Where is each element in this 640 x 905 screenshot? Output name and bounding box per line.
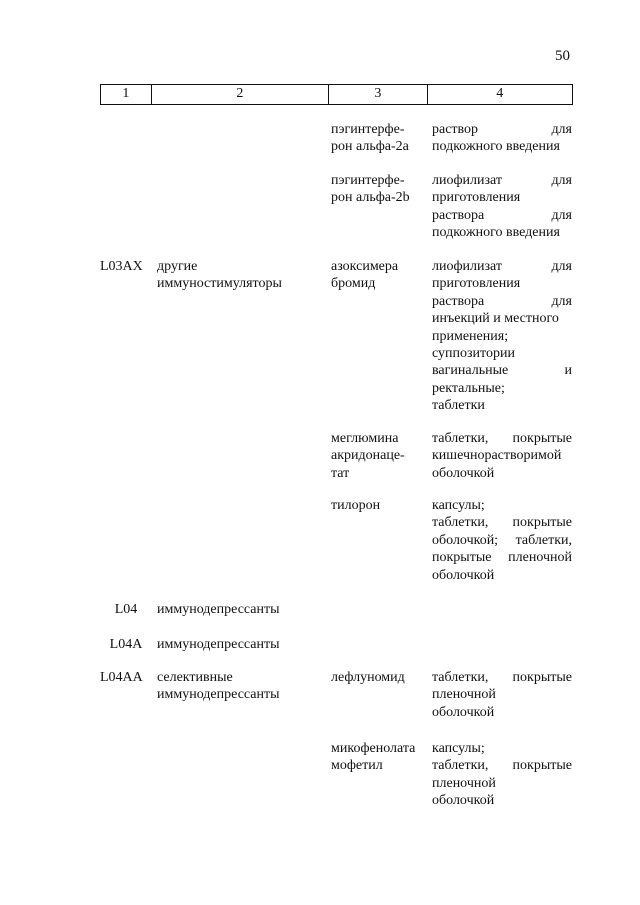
dosage-form-line [432,497,572,514]
dosage-form-word: для [551,122,572,137]
dosage-form-line [432,686,572,703]
drug-name-line: бромид [331,276,376,292]
drug-name [331,121,427,156]
group-name-line: иммунодепрессанты [157,687,280,703]
dosage-form-line [432,121,572,138]
dosage-form [432,258,572,415]
dosage-form-line [432,397,572,414]
dosage-form-line [432,345,572,362]
dosage-form-word: оболочкой [432,567,495,583]
drug-name [331,172,427,207]
dosage-form [432,121,572,156]
dosage-form-line [432,447,572,464]
dosage-form-word: для [551,259,572,274]
dosage-form [432,172,572,242]
dosage-form-word: вагинальные [432,363,509,379]
atc-code: L03AX [100,259,143,274]
dosage-form-line [432,207,572,224]
dosage-form-word: капсулы; [432,498,485,513]
group-name [157,636,327,653]
group-name-line: иммуностимуляторы [157,276,282,292]
dosage-form-line [432,567,572,584]
dosage-form-word: для [551,173,572,188]
dosage-form-word: пленочной [432,687,496,703]
drug-name-line: микофенолата [331,741,416,756]
dosage-form-line [432,189,572,206]
group-name [157,669,327,704]
column-header-3: 3 [328,85,427,104]
dosage-form-word: подкожного введения [432,225,560,241]
dosage-form-line [432,328,572,345]
column-header-row [100,84,573,105]
dosage-form-line [432,532,572,549]
dosage-form-line [432,430,572,447]
dosage-form-word: пленочной [432,775,496,791]
dosage-form [432,740,572,810]
drug-name [331,740,427,775]
dosage-form-word: оболочкой [432,793,495,809]
dosage-form-word: суппозитории [432,346,515,362]
dosage-form [432,430,572,482]
column-header-4: 4 [427,85,573,104]
dosage-form-line [432,669,572,686]
drug-name [331,669,427,686]
dosage-form-word: лиофилизат [432,259,503,274]
dosage-form-line [432,775,572,792]
dosage-form-line [432,380,572,397]
column-header-2: 2 [151,85,328,104]
dosage-form-word: капсулы; [432,741,485,756]
dosage-form-line [432,138,572,155]
dosage-form-word: покрытые [512,758,572,774]
drug-name-line: тат [331,465,350,481]
dosage-form-line [432,258,572,275]
group-name-line: другие [157,259,198,274]
dosage-form-line [432,293,572,310]
dosage-form-word: ректальные; [432,380,505,396]
dosage-form-word: таблетки [432,398,485,414]
dosage-form-line [432,465,572,482]
dosage-form-word: и [564,363,572,379]
atc-code: L04 [114,602,138,617]
dosage-form-word: инъекций и местного [432,311,559,327]
dosage-form-word: подкожного введения [432,139,560,155]
dosage-form-line [432,362,572,379]
drug-name-line: пэгинтерфе- [331,122,405,137]
dosage-form-word: раствор [432,122,479,137]
dosage-form-line [432,704,572,721]
dosage-form-word: таблетки, [432,758,489,774]
dosage-form [432,497,572,584]
group-name [157,258,327,293]
dosage-form-word: применения; [432,328,509,344]
dosage-form-line [432,740,572,757]
drug-name-line: акридонацe- [331,448,405,464]
dosage-form-line [432,224,572,241]
atc-code: L04A [109,637,143,652]
dosage-form-line [432,172,572,189]
dosage-form-line [432,310,572,327]
dosage-form-word: таблетки, [515,532,572,548]
drug-name-line: рон альфа-2b [331,190,410,206]
group-name-line: селективные [157,670,233,685]
drug-name-line: азоксимера [331,259,399,274]
dosage-form-line [432,549,572,566]
dosage-form-word: покрытые [512,431,572,446]
dosage-form-word: таблетки, [432,431,489,446]
drug-name [331,497,427,514]
dosage-form-word: раствора [432,207,485,223]
group-name [157,601,327,618]
dosage-form-word: кишечнорастворимой [432,448,562,464]
drug-name [331,430,427,482]
page-number: 50 [555,48,570,64]
drug-name-line: меглюмина [331,431,399,446]
atc-code: L04AA [100,670,143,685]
dosage-form-word: таблетки, [432,515,489,531]
drug-name-line: мофетил [331,758,383,774]
drug-name [331,258,427,293]
dosage-form-word: оболочкой; [432,532,499,548]
drug-name-line: пэгинтерфе- [331,173,405,188]
drug-name-line: тилорон [331,498,381,513]
dosage-form [432,669,572,721]
drug-name-line: рон альфа-2а [331,139,409,155]
dosage-form-word: таблетки, [432,670,489,685]
dosage-form-line [432,757,572,774]
dosage-form-line [432,514,572,531]
dosage-form-word: лиофилизат [432,173,503,188]
dosage-form-line [432,792,572,809]
dosage-form-word: покрытые [512,515,572,531]
dosage-form-word: покрытые [512,670,572,685]
dosage-form-word: оболочкой [432,704,495,720]
group-name-line: иммунодепрессанты [157,602,280,617]
dosage-form-line [432,275,572,292]
dosage-form-word: пленочной [508,550,572,566]
drug-name-line: лефлуномид [331,670,405,685]
dosage-form-word: приготовления [432,190,521,206]
group-name-line: иммунодепрессанты [157,637,280,652]
dosage-form-word: для [551,293,572,309]
column-header-1: 1 [100,85,151,104]
dosage-form-word: покрытые [432,550,492,566]
dosage-form-word: раствора [432,293,485,309]
dosage-form-word: оболочкой [432,465,495,481]
dosage-form-word: для [551,207,572,223]
dosage-form-word: приготовления [432,276,521,292]
